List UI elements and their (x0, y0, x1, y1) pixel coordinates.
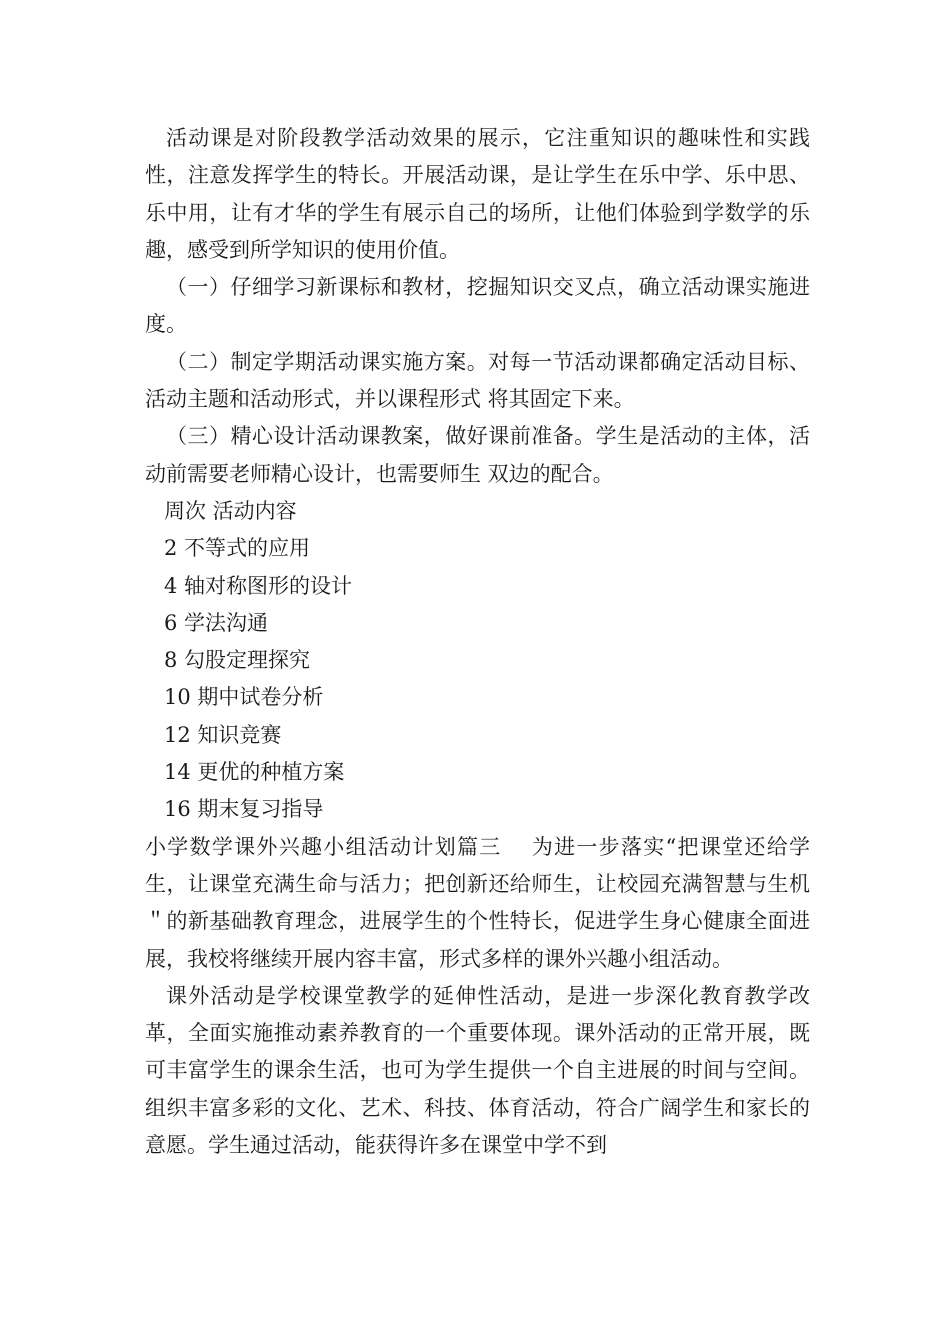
extracurricular-paragraph: 课外活动是学校课堂教学的延伸性活动，是进一步深化教育教学改革，全面实施推动素养教育的一个重要体现。课外活动的正常开展，既可丰富学生的课余生活，也可为学生提供一个自主进展的时间与空间。组织丰富多彩的文化、艺术、科技、体育活动，符合广阔学生和家长的意愿。学生通过活动，能获得许多在课堂中学不到 (145, 983, 810, 1158)
schedule-list (145, 493, 810, 829)
intro-paragraph: 活动课是对阶段教学活动效果的展示，它注重知识的趣味性和实践性，注意发挥学生的特长。开展活动课，是让学生在乐中学、乐中思、乐中用，让有才华的学生有展示自己的场所，让他们体验到学数学的乐趣，感受到所学知识的使用价值。 (145, 126, 810, 262)
section-three-paragraph: 小学数学课外兴趣小组活动计划篇三 为进一步落实“把课堂还给学生，让课堂充满生命与活力；把创新还给师生，让校园充满智慧与生机＂的新基础教育理念，进展学生的个性特长，促进学生身心健康全面进展，我校将继续开展内容丰富，形式多样的课外兴趣小组活动。 (145, 834, 810, 971)
schedule-row: 10 期中试卷分析 (164, 685, 324, 710)
schedule-row: 2 不等式的应用 (164, 536, 311, 561)
schedule-row: 4 轴对称图形的设计 (164, 573, 353, 598)
document-page (145, 120, 810, 1164)
schedule-row: 8 勾股定理探究 (164, 648, 311, 673)
schedule-row: 12 知识竞赛 (164, 722, 282, 747)
schedule-row: 6 学法沟通 (164, 610, 269, 635)
step-two-paragraph: （二）制定学期活动课实施方案。对每一节活动课都确定活动目标、活动主题和活动形式，并以课程形式 将其固定下来。 (145, 349, 810, 412)
schedule-header: 周次 活动内容 (164, 498, 297, 523)
schedule-row: 16 期末复习指导 (164, 797, 324, 822)
schedule-row: 14 更优的种植方案 (164, 760, 345, 785)
step-three-paragraph: （三）精心设计活动课教案，做好课前准备。学生是活动的主体，活动前需要老师精心设计，也需要师生 双边的配合。 (145, 424, 810, 486)
step-one-paragraph: （一）仔细学习新课标和教材，挖掘知识交叉点，确立活动课实施进度。 (145, 275, 810, 337)
